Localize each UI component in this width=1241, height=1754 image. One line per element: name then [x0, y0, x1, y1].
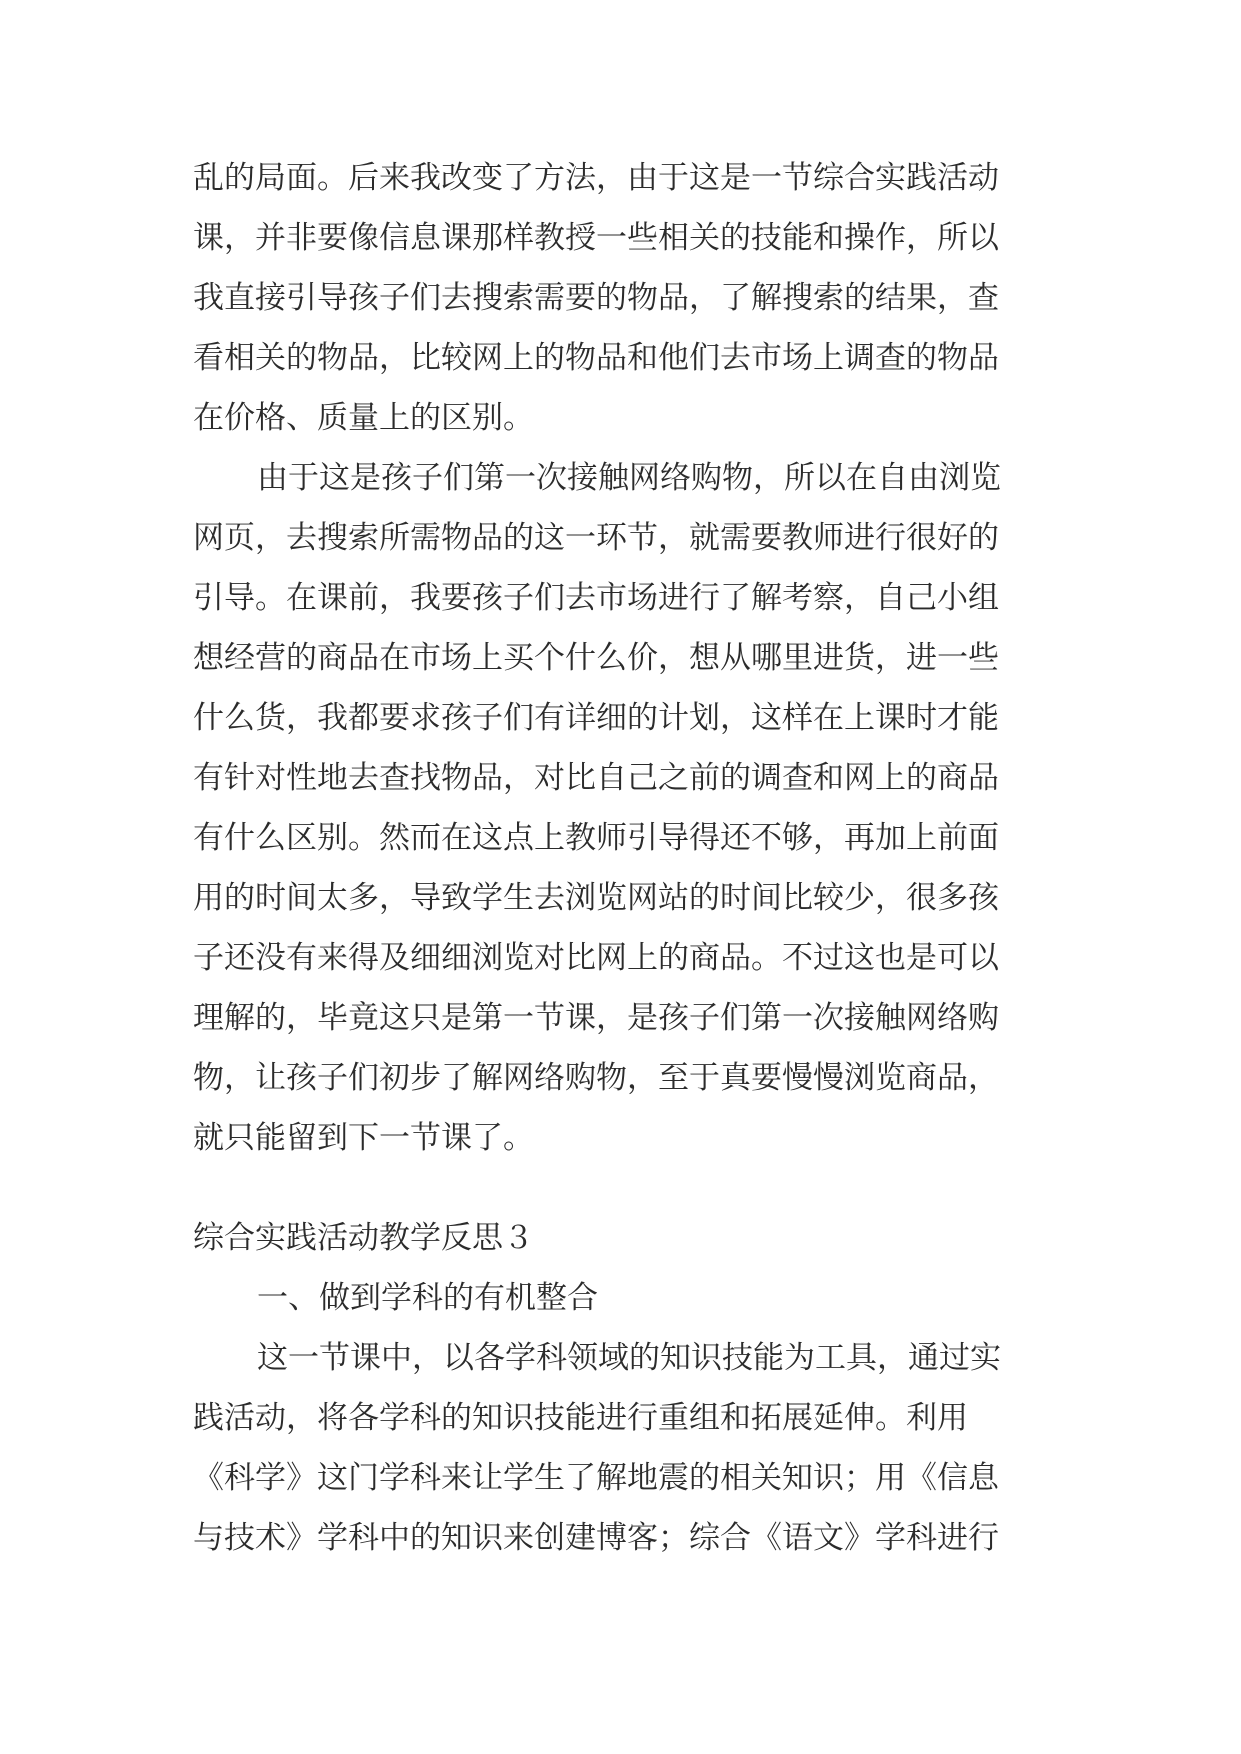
paragraph-2-line-7: 有什么区别。然而在这点上教师引导得还不够，再加上前面	[193, 820, 999, 856]
paragraph-2-line-6: 有针对性地去查找物品，对比自己之前的调查和网上的商品	[193, 760, 999, 796]
paragraph-2-line-3: 引导。在课前，我要孩子们去市场进行了解考察，自己小组	[193, 580, 999, 616]
paragraph-2-line-5: 什么货，我都要求孩子们有详细的计划，这样在上课时才能	[193, 700, 999, 736]
paragraph-3-line-1: 这一节课中，以各学科领域的知识技能为工具，通过实	[257, 1340, 1001, 1376]
paragraph-2-line-2: 网页，去搜索所需物品的这一环节，就需要教师进行很好的	[193, 520, 999, 556]
paragraph-1-line-1: 乱的局面。后来我改变了方法，由于这是一节综合实践活动	[193, 160, 999, 196]
paragraph-1-line-3: 我直接引导孩子们去搜索需要的物品，了解搜索的结果，查	[193, 280, 999, 316]
section-title: 综合实践活动教学反思３	[193, 1220, 534, 1256]
paragraph-2-line-10: 理解的，毕竟这只是第一节课，是孩子们第一次接触网络购	[193, 1000, 999, 1036]
paragraph-2-line-4: 想经营的商品在市场上买个什么价，想从哪里进货，进一些	[193, 640, 999, 676]
paragraph-2-line-12: 就只能留到下一节课了。	[193, 1120, 534, 1156]
paragraph-2-line-11: 物，让孩子们初步了解网络购物，至于真要慢慢浏览商品，	[193, 1060, 999, 1096]
paragraph-3-line-4: 与技术》学科中的知识来创建博客；综合《语文》学科进行	[193, 1520, 999, 1556]
paragraph-1-line-5: 在价格、质量上的区别。	[193, 400, 534, 436]
paragraph-3-line-2: 践活动，将各学科的知识技能进行重组和拓展延伸。利用	[193, 1400, 968, 1436]
paragraph-2-line-1: 由于这是孩子们第一次接触网络购物，所以在自由浏览	[257, 460, 1001, 496]
paragraph-3-line-3: 《科学》这门学科来让学生了解地震的相关知识；用《信息	[193, 1460, 999, 1496]
paragraph-1-line-4: 看相关的物品，比较网上的物品和他们去市场上调查的物品	[193, 340, 999, 376]
paragraph-1-line-2: 课，并非要像信息课那样教授一些相关的技能和操作，所以	[193, 220, 999, 256]
paragraph-2-line-9: 子还没有来得及细细浏览对比网上的商品。不过这也是可以	[193, 940, 999, 976]
subheading: 一、做到学科的有机整合	[257, 1280, 598, 1316]
paragraph-2-line-8: 用的时间太多，导致学生去浏览网站的时间比较少，很多孩	[193, 880, 999, 916]
